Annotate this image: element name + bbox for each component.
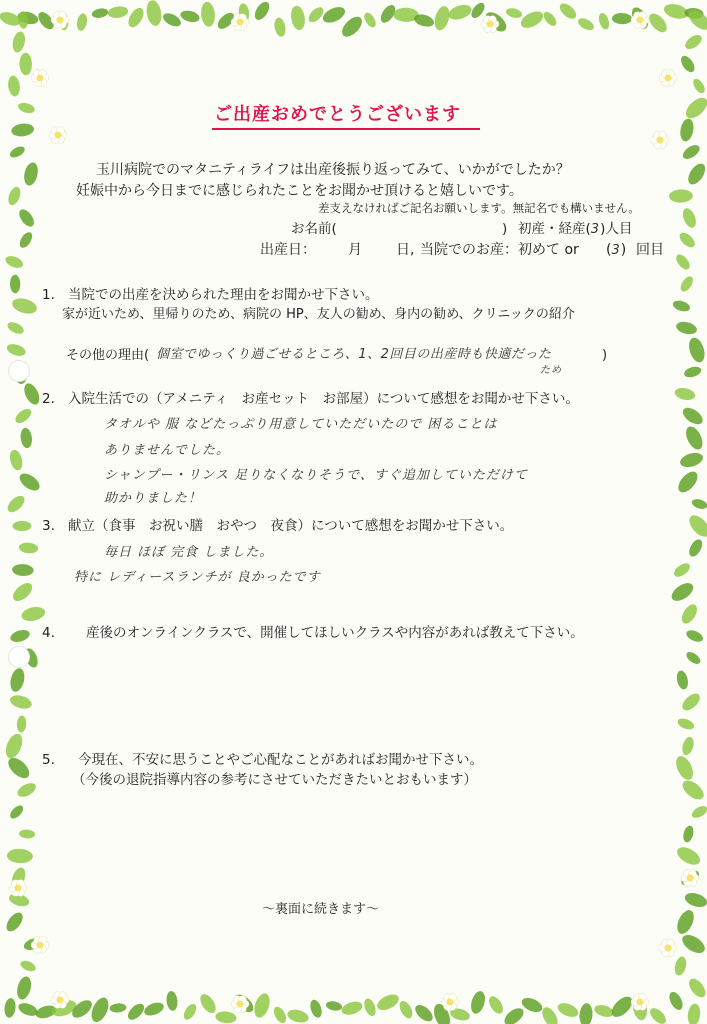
birth-day: 日, — [396, 242, 415, 258]
leaf-shape — [680, 736, 695, 757]
leaf-shape — [272, 1005, 289, 1024]
q1-other-label: その他の理由( — [66, 348, 150, 363]
leaf-shape — [289, 5, 306, 31]
leaf-shape — [8, 693, 33, 711]
leaf-shape — [13, 521, 32, 531]
q1-answer: 個室でゆっくり過ごせるところ、1、2回目の出産時も快適だった — [156, 347, 552, 362]
leaf-shape — [6, 320, 26, 336]
leaf-shape — [687, 1003, 702, 1024]
leaf-shape — [197, 991, 218, 1015]
q5-subtext: （今後の退院指導内容の参考にさせていただきたいとおもいます） — [72, 772, 477, 788]
leaf-shape — [145, 0, 163, 27]
birth-type: 初産・経産(3)人目 — [518, 221, 633, 237]
flower-center — [15, 885, 22, 892]
leaf-shape — [9, 628, 31, 644]
leaf-shape — [684, 650, 702, 667]
hospital-birth-count: (3) — [606, 242, 627, 258]
q2-text: 入院生活での（アメニティ お産セット お部屋）について感想をお聞かせ下さい。 — [68, 391, 579, 407]
binder-hole-bottom — [8, 646, 30, 668]
birth-type-label: 初産・経産 — [518, 221, 586, 237]
leaf-shape — [682, 94, 707, 122]
q3-answer-line-1: 毎日 ほぼ 完食 しました。 — [104, 545, 274, 560]
q1-text: 当院での出産を決められた理由をお聞かせ下さい。 — [68, 287, 379, 303]
leaf-shape — [8, 667, 26, 693]
leaf-shape — [5, 493, 28, 515]
leaf-shape — [5, 754, 33, 782]
flower-center — [665, 945, 672, 952]
leaf-shape — [11, 30, 27, 53]
flower-center — [237, 19, 244, 26]
leaf-shape — [557, 1, 579, 22]
leaf-shape — [679, 118, 696, 143]
leaf-shape — [200, 1, 216, 27]
name-close: ) — [502, 221, 508, 237]
leaf-shape — [597, 12, 611, 31]
q5-text: 今現在、不安に思うことやご心配なことがあればお聞かせ下さい。 — [78, 752, 483, 768]
leaf-shape — [20, 605, 46, 623]
leaf-shape — [669, 580, 697, 605]
flower-center — [447, 999, 454, 1006]
binder-hole-top — [8, 360, 30, 382]
leaf-shape — [469, 989, 488, 1015]
q1-answer-cont: ため — [540, 365, 562, 376]
leaf-shape — [142, 1000, 165, 1018]
leaf-shape — [362, 11, 378, 30]
leaf-shape — [16, 207, 36, 229]
birth-unit: 人目 — [605, 221, 633, 237]
leaf-shape — [576, 16, 596, 33]
leaf-shape — [679, 691, 702, 714]
flower-center — [637, 999, 644, 1006]
leaf-shape — [680, 404, 706, 427]
q2-number: 2. — [42, 391, 55, 407]
leaf-shape — [541, 10, 559, 29]
leaf-shape — [682, 825, 695, 844]
leaf-shape — [432, 4, 452, 31]
leaf-shape — [683, 891, 707, 910]
leaf-shape — [8, 448, 24, 471]
leaf-shape — [687, 537, 705, 558]
leaf-shape — [13, 406, 34, 426]
leaf-shape — [683, 32, 704, 52]
leaf-shape — [321, 4, 348, 26]
leaf-shape — [17, 230, 34, 250]
leaf-shape — [339, 13, 366, 40]
leaf-shape — [3, 731, 26, 760]
leaf-shape — [685, 161, 707, 188]
leaf-shape — [109, 1003, 126, 1014]
leaf-shape — [286, 1007, 310, 1024]
flower-center — [57, 17, 64, 24]
leaf-shape — [362, 997, 378, 1018]
flower-center — [237, 1001, 244, 1008]
leaf-shape — [8, 144, 26, 159]
leaf-shape — [646, 10, 670, 35]
leaf-shape — [4, 254, 25, 270]
hospital-birth-label: 当院でのお産：初めて or — [420, 242, 579, 258]
leaf-shape — [675, 468, 701, 496]
leaf-shape — [678, 274, 695, 293]
leaf-shape — [12, 564, 34, 577]
leaf-shape — [15, 780, 38, 799]
birth-date-label: 出産日： — [260, 242, 316, 258]
leaf-shape — [17, 101, 36, 115]
q2-answer-line-1: タオルや 服 などたっぷり用意していただいたので 困ることは — [104, 417, 498, 432]
leaf-shape — [690, 804, 707, 821]
q3-answer-line-2: 特に レディースランチが 良かったです — [74, 570, 321, 585]
q1-options: 家が近いため、里帰りのため、病院の HP、友人の勧め、身内の勧め、クリニックの紹介 — [62, 307, 575, 322]
leaf-shape — [88, 995, 112, 1024]
leaf-shape — [19, 53, 32, 76]
leaf-shape — [686, 512, 707, 541]
hospital-birth-times: 回目 — [636, 242, 664, 258]
leaf-shape — [608, 993, 636, 1021]
leaf-shape — [412, 1002, 435, 1024]
leaf-shape — [674, 252, 693, 272]
flower-center — [37, 942, 44, 949]
leaf-shape — [679, 931, 707, 956]
name-label: お名前( — [291, 221, 337, 237]
leaf-shape — [8, 803, 26, 821]
leaf-shape — [505, 7, 523, 20]
leaf-shape — [17, 470, 43, 494]
leaf-shape — [181, 1002, 198, 1022]
flower-center — [687, 875, 694, 882]
q2-answer-line-2: ありませんでした。 — [104, 443, 231, 458]
name-note: 差支えなければご記名お願いします。無記名でも構いません。 — [318, 201, 640, 215]
leaf-shape — [7, 75, 21, 97]
leaf-shape — [252, 991, 273, 1019]
leaf-shape — [686, 336, 707, 365]
leaf-shape — [252, 0, 272, 22]
leaf-shape — [19, 829, 36, 839]
leaf-shape — [125, 1001, 147, 1023]
leaf-shape — [19, 959, 37, 974]
leaf-shape — [691, 77, 707, 95]
intro-line-1: 玉川病院でのマタニティライフは出産後振り返ってみて、いかがでしたか？ — [96, 162, 570, 178]
leaf-shape — [647, 1005, 668, 1024]
leaf-shape — [273, 17, 287, 38]
leaf-shape — [675, 320, 698, 336]
leaf-shape — [125, 5, 146, 30]
page-title: ご出産おめでとうございます — [214, 104, 461, 125]
leaf-shape — [447, 2, 474, 22]
leaf-shape — [166, 991, 179, 1012]
leaf-shape — [677, 230, 697, 250]
leaf-shape — [679, 602, 700, 626]
leaf-shape — [7, 848, 34, 863]
leaf-shape — [612, 13, 632, 25]
leaf-shape — [15, 975, 34, 1001]
q4-text: 産後のオンラインクラスで、開催してほしいクラスや内容があれば教えて下さい。 — [86, 625, 584, 641]
leaf-shape — [672, 299, 692, 313]
leaf-shape — [397, 999, 415, 1020]
leaf-shape — [76, 13, 89, 32]
leaf-shape — [3, 910, 26, 934]
leaf-shape — [680, 206, 698, 229]
leaf-shape — [673, 753, 697, 782]
leaf-shape — [10, 580, 36, 605]
leaf-shape — [16, 715, 26, 732]
birth-month: 月 — [348, 242, 362, 258]
leaf-shape — [3, 997, 16, 1018]
leaf-shape — [667, 990, 686, 1012]
q1-number: 1. — [42, 287, 55, 303]
leaf-shape — [539, 1005, 561, 1024]
leaf-shape — [683, 365, 702, 379]
q2-answer-line-3: シャンプー・リンス 足りなくなりそうで、すぐ追加していただけて — [104, 468, 528, 483]
continue-on-back-note: 〜裏面に続きます〜 — [262, 902, 380, 917]
title-underline — [212, 128, 480, 130]
leaf-shape — [556, 1000, 581, 1019]
q2-answer-line-4: 助かりました！ — [104, 491, 203, 506]
q5-number: 5. — [42, 752, 55, 768]
leaf-shape — [20, 427, 34, 449]
leaf-shape — [306, 5, 326, 25]
flower-center — [55, 132, 62, 139]
leaf-shape — [683, 424, 706, 452]
leaf-shape — [679, 777, 707, 803]
leaf-shape — [678, 53, 697, 74]
leaf-shape — [308, 998, 323, 1019]
leaf-shape — [215, 1010, 237, 1024]
q3-number: 3. — [42, 518, 55, 534]
flower-center — [37, 75, 44, 82]
flower-center — [657, 137, 664, 144]
leaf-shape — [161, 11, 183, 29]
leaf-shape — [686, 976, 707, 1000]
leaf-shape — [669, 189, 693, 203]
birth-count: 3 — [590, 222, 601, 237]
leaf-shape — [676, 716, 695, 731]
leaf-shape — [107, 5, 129, 19]
leaf-shape — [518, 8, 546, 31]
hospital-birth-count-value: 3 — [611, 243, 621, 258]
leaf-shape — [340, 999, 364, 1017]
leaf-shape — [325, 1000, 343, 1012]
leaf-shape — [22, 161, 40, 187]
leaf-shape — [17, 1001, 40, 1019]
leaf-shape — [91, 7, 109, 19]
leaf-shape — [5, 342, 27, 358]
intro-line-2: 妊娠中から今日までに感じられたことをお聞かせ頂けると嬉しいです。 — [76, 183, 523, 199]
leaf-shape — [691, 497, 707, 510]
flower-center — [637, 17, 644, 24]
leaf-shape — [10, 296, 38, 316]
leaf-shape — [375, 991, 402, 1013]
leaf-shape — [674, 908, 697, 937]
leaf-shape — [680, 142, 702, 161]
leaf-shape — [674, 844, 703, 869]
flower-center — [57, 997, 64, 1004]
leaf-shape — [6, 185, 23, 207]
leaf-shape — [672, 561, 693, 580]
leaf-shape — [486, 994, 505, 1016]
leaf-shape — [18, 542, 38, 554]
q1-other-close: ) — [602, 348, 608, 363]
leaf-shape — [11, 122, 35, 137]
q3-text: 献立（食事 お祝い膳 おやつ 夜食）について感想をお聞かせ下さい。 — [68, 518, 514, 534]
leaf-shape — [501, 1005, 526, 1024]
leaf-shape — [593, 1003, 615, 1019]
leaf-shape — [579, 1003, 594, 1024]
leaf-shape — [21, 381, 42, 407]
flower-center — [487, 21, 494, 28]
leaf-shape — [678, 450, 704, 469]
leaf-shape — [675, 670, 689, 691]
leaf-shape — [674, 386, 697, 402]
leaf-shape — [673, 955, 688, 976]
leaf-shape — [179, 9, 201, 24]
q4-number: 4. — [42, 625, 55, 641]
flower-center — [665, 75, 672, 82]
leaf-shape — [685, 628, 705, 644]
leaf-shape — [10, 275, 20, 294]
